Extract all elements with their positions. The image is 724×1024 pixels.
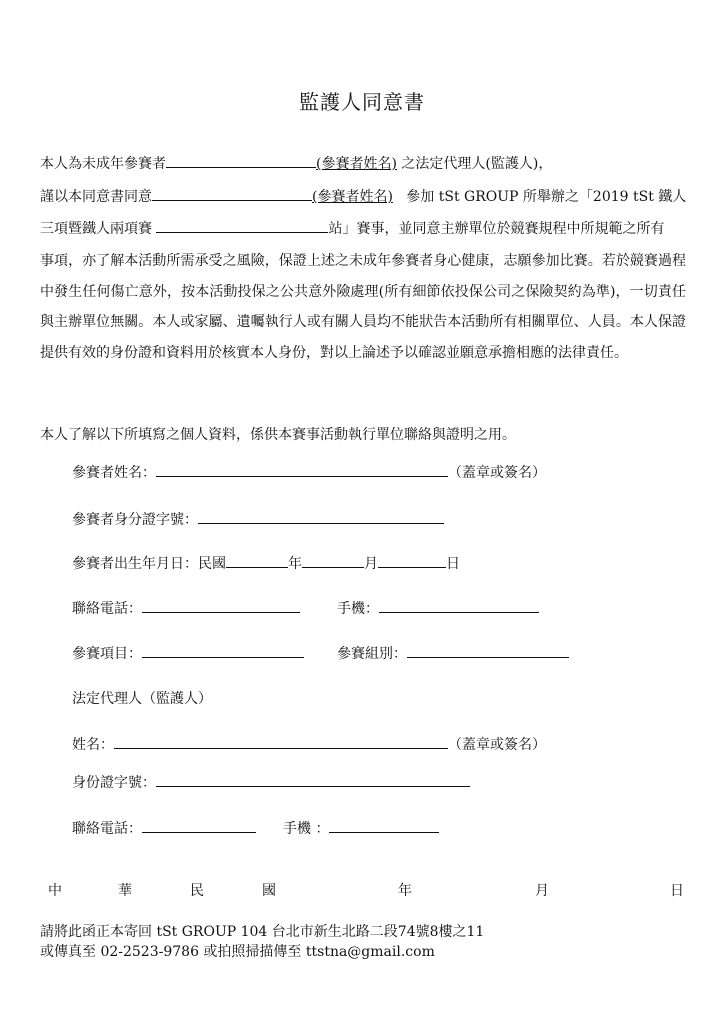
guardian-id-row <box>72 772 470 792</box>
participant-name-blank-2[interactable] <box>152 188 312 201</box>
phone-label: 聯絡電話： <box>72 601 142 617</box>
date-year-label: 年 <box>398 883 412 899</box>
date-char-min: 民 <box>190 883 204 899</box>
date-char-guo: 國 <box>262 883 276 899</box>
participant-id-label: 參賽者身分證字號： <box>72 512 198 528</box>
mobile-row <box>337 598 539 618</box>
guardian-phone-row <box>72 818 256 838</box>
guardian-mobile-label: 手機 ： <box>283 821 330 837</box>
footer-mail-address: 請將此函正本寄回 tSt GROUP 104 台北市新生北路二段74號8樓之11 <box>40 924 485 940</box>
intro-line-2 <box>40 186 686 206</box>
date-char-hua: 華 <box>118 883 132 899</box>
document-title: 監護人同意書 <box>299 90 425 114</box>
participant-seal-note: （蓋章或簽名） <box>448 465 546 481</box>
birth-day-input[interactable] <box>378 555 446 568</box>
participant-name-input[interactable] <box>156 464 448 477</box>
participant-name-hint-1: (參賽者姓名) <box>316 156 397 172</box>
date-month-label: 月 <box>535 883 549 899</box>
guardian-name-row <box>72 734 546 754</box>
guardian-id-label: 身份證字號： <box>72 775 156 791</box>
group-label: 參賽組別： <box>337 646 407 662</box>
date-char-zhong: 中 <box>48 883 62 899</box>
footer-fax-email: 或傳真至 02-2523-9786 或拍照掃描傳至 ttstna@gmail.com <box>40 944 435 960</box>
year-label: 年 <box>288 556 302 572</box>
guardian-header: 法定代理人（監護人） <box>72 691 212 707</box>
guardian-id-input[interactable] <box>156 774 470 787</box>
guardian-name-input[interactable] <box>114 736 448 749</box>
intro-l1-suffix: 之法定代理人(監護人)， <box>401 156 553 172</box>
station-blank[interactable] <box>156 220 328 233</box>
consent-paragraph: 事項，亦了解本活動所需承受之風險，保證上述之未成年參賽者身心健康，志願參加比賽。若於競賽過程中發生任何傷亡意外，按本活動投保之公共意外險處理(所有細節依投保公司之保險契約為準)，一切責任與主辦單位無關。本人或家屬、遺囑執行人或有關人員均不能狀告本活動所有相關單位、人員。本人保證提供有效的身份證和資料用於核實本人身份，對以上論述予以確認並願意承擔相應的法律責任。 <box>40 253 686 361</box>
personal-info-note: 本人了解以下所填寫之個人資料，係供本賽事活動執行單位聯絡與證明之用。 <box>40 427 516 443</box>
group-input[interactable] <box>407 645 569 658</box>
birth-date-label: 參賽者出生年月日：民國 <box>72 556 226 572</box>
intro-l2-prefix: 謹以本同意書同意 <box>40 189 152 205</box>
event-input[interactable] <box>142 645 304 658</box>
mobile-label: 手機： <box>337 601 379 617</box>
participant-name-label: 參賽者姓名： <box>72 465 156 481</box>
guardian-mobile-row <box>283 818 439 838</box>
month-label: 月 <box>364 556 378 572</box>
participant-id-input[interactable] <box>198 511 444 524</box>
event-row <box>72 643 304 663</box>
intro-line-1 <box>40 153 552 173</box>
intro-l1-prefix: 本人為未成年參賽者 <box>40 156 166 172</box>
group-row <box>337 643 569 663</box>
date-day-label: 日 <box>670 883 684 899</box>
participant-name-hint-2: (參賽者姓名) <box>312 189 393 205</box>
participant-name-blank-1[interactable] <box>166 155 316 168</box>
mobile-input[interactable] <box>379 600 539 613</box>
day-label: 日 <box>446 556 460 572</box>
phone-row <box>72 598 300 618</box>
intro-line-3 <box>40 218 664 238</box>
birth-year-input[interactable] <box>226 555 288 568</box>
date-line <box>0 880 724 900</box>
guardian-phone-input[interactable] <box>142 820 256 833</box>
guardian-seal-note: （蓋章或簽名） <box>448 737 546 753</box>
guardian-name-label: 姓名： <box>72 737 114 753</box>
participant-name-row <box>72 462 546 482</box>
intro-l3-suffix: 站」賽事，並同意主辦單位於競賽規程中所規範之所有 <box>328 221 665 237</box>
birth-date-row <box>72 553 460 573</box>
guardian-phone-label: 聯絡電話： <box>72 821 142 837</box>
intro-l2-suffix: 參加 tSt GROUP 所舉辦之「2019 tSt 鐵人 <box>406 189 687 205</box>
birth-month-input[interactable] <box>302 555 364 568</box>
phone-input[interactable] <box>142 600 300 613</box>
intro-l3-prefix: 三項暨鐵人兩項賽 <box>40 221 152 237</box>
guardian-mobile-input[interactable] <box>329 820 439 833</box>
participant-id-row <box>72 509 444 529</box>
event-label: 參賽項目： <box>72 646 142 662</box>
